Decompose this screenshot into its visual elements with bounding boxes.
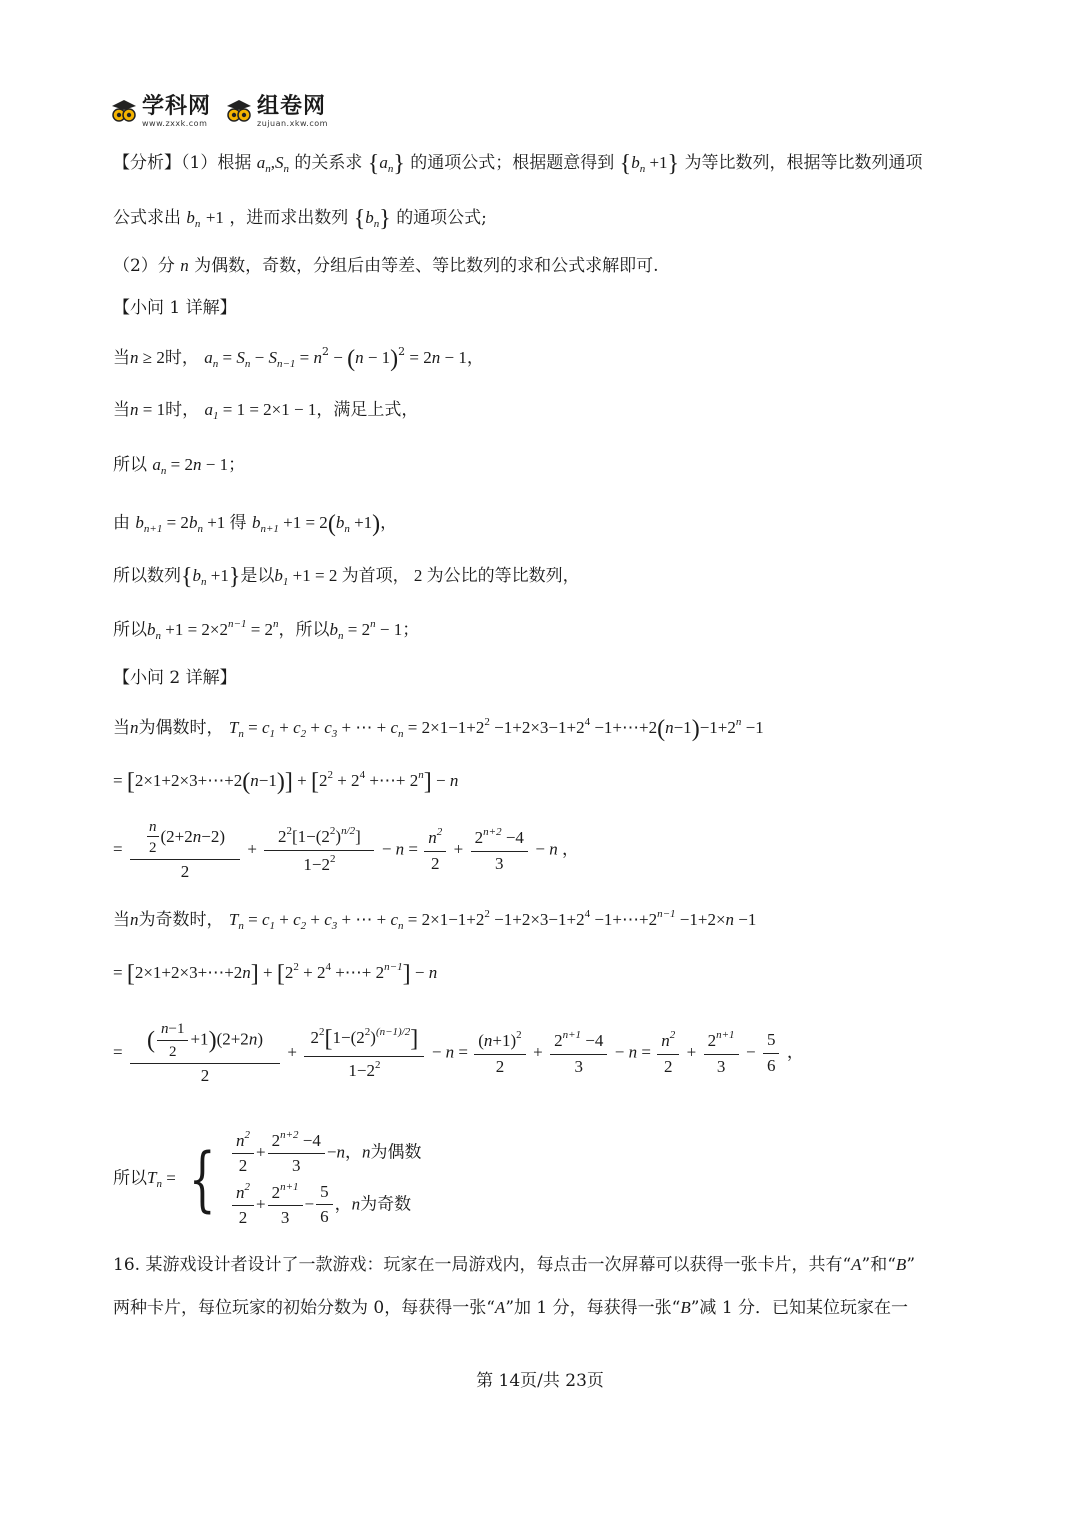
text-span: 为奇数 [360,1194,412,1215]
q2-label: 【小问 2 详解】 [113,668,237,688]
logo2-title: 组卷网 [257,94,327,119]
text-span: ” [906,1255,916,1275]
analysis-line-2: 公式求出 $b_n +1$ ，进而求出数列 $\{b_n\}$ 的通项公式; [113,206,487,232]
q2-odd-line-1: 当n为奇数时， $T_n = c_1 + c_2 + c_3$ + ⋯ + $c_n = 2\times 1-1+2^2 -1+2\times 3-1+2^4$ $-1+\cdots+2^{n-1} -1+2\times n -1$ [113,908,757,932]
zxxk-logo[interactable] [110,96,211,128]
text-span: 所以 [113,620,147,640]
text-span: ”和“ [861,1255,896,1275]
q1-line-3: 所以 $a_n = 2n - 1$； [113,455,246,477]
text-span: （1）根据 [181,153,252,173]
text-span: 所以 [113,455,147,475]
text-span: 所以 [295,620,330,640]
text-span: 的通项公式; [396,208,487,228]
text-span: 是以 [240,566,275,586]
text-span: 为奇数时， [138,910,224,930]
q16-line-2 [113,1298,908,1318]
text-span: ”加 1 分，每获得一张“ [505,1298,681,1318]
q2-result: 所以$T_n$ = { $\frac{n^2}{2}$ + $\frac{2^{n+2} -4}{3}$ −n，n为偶数 $\frac{n^2}{2}$ + $\frac{2^{n+1}}{3}$ − $\frac{5}{6}$ ，n为奇数 [113,1129,422,1228]
analysis-line-3: （2）分 n 为偶数，奇数，分组后由等差、等比数列的求和公式求解即可. [113,256,659,276]
text-span: ，满足上式， [316,400,419,420]
card-a-label: A [851,1255,862,1274]
text-span: 当 [113,400,130,420]
text-span: 所以 [113,1168,147,1189]
text-span: 为偶数时， [138,718,224,738]
q1-line-1: 当n ≥ 2时， $a_n = S_n - S_{n-1} = n^2 - (n - 1)^2 = 2n - 1$， [113,345,484,372]
owl-icon [225,98,253,126]
text-span: 得 [229,513,247,533]
text-span: 公式求出 [113,208,181,228]
text-span: 为偶数，奇数，分组后由等差、等比数列的求和公式求解即可. [194,256,659,276]
q2-even-line-1: 当n为偶数时， $T_n = c_1 + c_2 + c_3$ + ⋯ + $c_n = 2\times 1-1+2^2 -1+2\times 3-1+2^4$ $-1+\cdots+2(n-1)-1+2^n -1$ [113,716,764,742]
q1-line-5: 所以数列$\{b_n +1\}$是以$b_1 +1 = 2$ 为首项， 2 为公比的等比数列， [113,564,580,590]
text-span: 当 [113,718,130,738]
q2-even-line-2: = [2×1+2×3+⋯+2(n−1)] + [$2^2 + 2^4$ +⋯+ $2^n] - n$ [113,769,459,795]
q16-line-1 [113,1255,915,1275]
header-logos [110,96,328,128]
zujuan-logo[interactable] [225,96,328,128]
analysis-line-1: 【分析】（1）根据 $a_n,S_n$ 的关系求 $\{a_n\}$ 的通项公式；根据题意得到 $\{b_n +1\}$ 为等比数列，根据等比数列通项 [113,151,923,177]
text-span: 两种卡片，每位玩家的初始分数为 0，每获得一张“ [113,1298,495,1318]
text-span: 为等比数列，根据等比数列通项 [684,153,923,173]
text-span: 16. 某游戏设计者设计了一款游戏：玩家在一局游戏内，每点击一次屏幕可以获得一张卡片，共有“ [113,1255,852,1275]
logo2-url: zujuan.xkw.com [257,119,328,128]
card-b-label: B [680,1298,691,1317]
q1-line-2: 当n = 1时， $a_1 = 1 = 2\times 1 - 1$，满足上式， [113,400,419,422]
text-span: （2）分 [113,256,175,276]
text-span: 时， [164,348,199,368]
page-number: 第 14页/共 23页 [476,1371,604,1391]
text-span: 时， [165,400,200,420]
card-b-label: B [895,1255,907,1274]
q2-even-line-3: = $\frac{n}{2}$ (2+2n−2) 2 + $\frac{2^2[1-(2^2)^{n/2}]}{1-2^2}$ − n = $\frac{n^2}{2}$ + $\frac{2^{n+2} -4}{3}$ − n ， [113,819,579,881]
text-span: 的关系求 [294,153,363,173]
q2-odd-line-3: = ( $\frac{n-1}{2}$ +1)(2+2n) 2 + $\frac{2^2[1-(2^2)^{(n-1)/2}]}{1-2^2}$ − n = $\frac{(n+1)^2}{2}$ + $\frac{2^{n+1} -4}{3}$ − n = $\frac{n^2}{2}$ + $\frac{2^{n+1}}{3}$ − $\frac{5}{6}$ ， [113,1021,804,1085]
text-span: 的通项公式；根据题意得到 [410,153,615,173]
text-span: 当 [113,910,130,930]
text-span: 为首项， [341,566,410,586]
q1-line-4: 由 $b_{n+1} = 2b_n +1$ 得 $b_{n+1} +1 = 2(b_n +1)$， [113,511,398,537]
q2-odd-line-2: = [2×1+2×3+⋯+2n] + [$2^2 + 2^4$ +⋯+ $2^{n-1}] - n$ [113,961,438,987]
owl-icon [110,98,138,126]
q1-label: 【小问 1 详解】 [113,298,237,318]
logo1-title: 学科网 [142,94,212,119]
text-span: ”减 1 分．已知某位玩家在一 [690,1298,909,1318]
logo1-url: www.zxxk.com [142,119,208,128]
q1-line-6: 所以$b_n +1 = 2\times 2^{n-1} = 2^n$，所以$b_n = 2^n - 1$； [113,618,420,642]
text-span: ，进而求出数列 [229,208,349,228]
text-span: 当 [113,348,130,368]
text-span: 为公比的等比数列， [426,566,580,586]
text-span: 为偶数 [370,1142,422,1163]
text-span: 所以数列 [113,566,181,586]
text-span: 由 [113,513,130,533]
card-a-label: A [494,1298,506,1317]
analysis-label: 【分析】 [113,153,181,173]
